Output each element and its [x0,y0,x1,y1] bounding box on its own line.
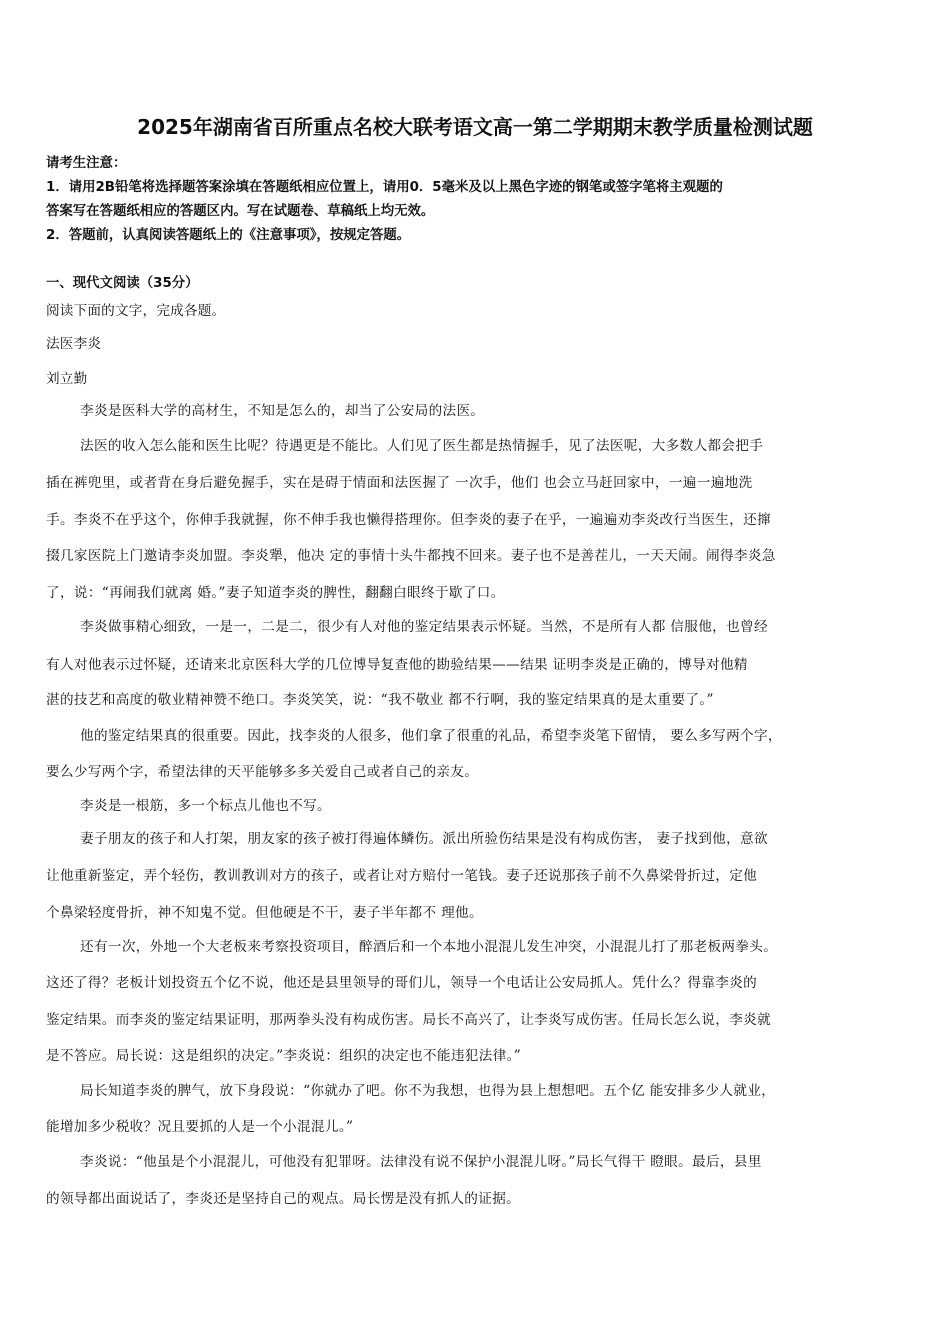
text-line: 他的鉴定结果真的很重要。因此，找李炎的人很多，他们拿了很重的礼品，希望李炎笔下留情， 要么多写两个字， [80,728,782,744]
text-line: 妻子朋友的孩子和人打架，朋友家的孩子被打得遍体鳞伤。派出所验伤结果是没有构成伤害， 妻子找到他，意欲 [80,831,768,847]
text-line: 法医的收入怎么能和医生比呢？待遇更是不能比。人们见了医生都是热情握手，见了法医呢，大多数人都会把手 [80,438,764,454]
text-line: 的领导都出面说话了，李炎还是坚持自己的观点。局长愣是没有抓人的证据。 [46,1191,521,1207]
section-heading: 一、现代文阅读（35分） [46,276,199,291]
text-line: 手。李炎不在乎这个，你伸手我就握，你不伸手我也懒得搭理你。但李炎的妻子在乎，一遍遍劝李炎改行当医生，还撺 [46,512,772,528]
text-line: 掇几家医院上门邀请李炎加盟。李炎犟，他决 定的事情十头牛都拽不回来。妻子也不是善茬儿，一天天闹。闹得李炎急 [46,548,776,564]
text-line: 局长知道李炎的脾气，放下身段说：“你就办了吧。你不为我想，也得为县上想想吧。五个亿 能安排多少人就业， [80,1083,776,1099]
text-line: 这还了得？老板计划投资五个亿不说，他还是县里领导的哥们儿，领导一个电话让公安局抓人。凭什么？得靠李炎的 [46,975,758,991]
text-line: 有人对他表示过怀疑，还请来北京医科大学的几位博导复查他的勘验结果——结果 证明李炎是正确的，博导对他精 [46,657,748,673]
notice-item-2: 2．答题前，认真阅读答题纸上的《注意事项》，按规定答题。 [46,228,411,243]
notice-item-1-line-1: 1．请用2B铅笔将选择题答案涂填在答题纸相应位置上，请用0．5毫米及以上黑色字迹的钢笔或签字笔将主观题的 [46,180,723,195]
text-line: 个鼻梁轻度骨折，神不知鬼不觉。但他硬是不干，妻子半年都不 理他。 [46,905,483,921]
reading-instruction: 阅读下面的文字，完成各题。 [46,303,226,319]
text-line: 还有一次，外地一个大老板来考察投资项目，醉酒后和一个本地小混混儿发生冲突，小混混儿打了那老板两拳头。 [80,939,778,955]
article-author: 刘立勤 [46,371,88,387]
text-line: 湛的技艺和高度的敬业精神赞不绝口。李炎笑笑，说：“我不敬业 都不行啊，我的鉴定结果真的是太重要了。” [46,692,714,708]
text-line: 鉴定结果。而李炎的鉴定结果证明，那两拳头没有构成伤害。局长不高兴了，让李炎写成伤害。任局长怎么说，李炎就 [46,1012,772,1028]
text-line: 李炎说：“他虽是个小混混儿，可他没有犯罪呀。法律没有说不保护小混混儿呀。”局长气得干 瞪眼。最后，县里 [80,1154,762,1170]
text-line: 李炎做事精心细致，一是一，二是二，很少有人对他的鉴定结果表示怀疑。当然，不是所有人都 信服他，也曾经 [80,619,768,635]
text-line: 让他重新鉴定，弄个轻伤，教训教训对方的孩子，或者让对方赔付一笔钱。妻子还说那孩子前不久鼻梁骨折过，定他 [46,868,758,884]
text-line: 了，说：“再闹我们就离 婚。”妻子知道李炎的脾性，翻翻白眼终于歇了口。 [46,585,505,601]
text-line: 是不答应。局长说：这是组织的决定。”李炎说：组织的决定也不能违犯法律。” [46,1048,522,1064]
text-line: 李炎是一根筋，多一个标点儿他也不写。 [80,798,331,814]
notice-heading: 请考生注意： [46,156,127,171]
text-line: 插在裤兜里，或者背在身后避免握手，实在是碍于情面和法医握了 一次手，他们 也会立马赶回家中，一遍一遍地洗 [46,475,753,491]
text-line: 李炎是医科大学的高材生，不知是怎么的，却当了公安局的法医。 [80,403,485,419]
text-line: 能增加多少税收？况且要抓的人是一个小混混儿。” [46,1119,354,1135]
text-line: 要么少写两个字，希望法律的天平能够多多关爱自己或者自己的亲友。 [46,764,479,780]
article-title: 法医李炎 [46,336,102,352]
page-title: 2025年湖南省百所重点名校大联考语文高一第二学期期末教学质量检测试题 [137,115,813,139]
notice-item-1-line-2: 答案写在答题纸相应的答题区内。写在试题卷、草稿纸上均无效。 [46,204,435,219]
notice-block [46,152,908,248]
